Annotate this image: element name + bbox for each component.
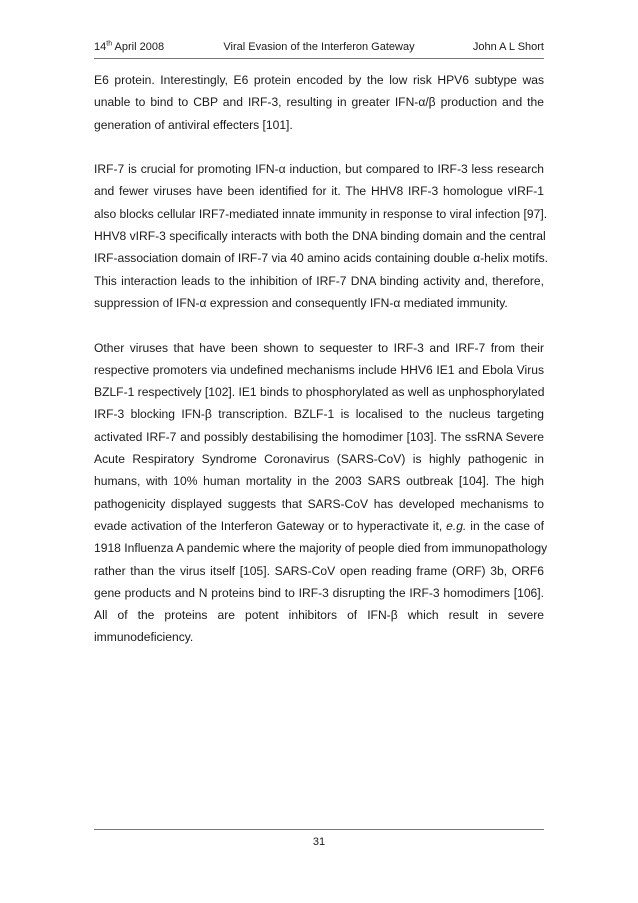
text-line: respective promoters via undefined mechanisms include HHV6 IE1 and Ebola Virus (94, 362, 544, 377)
header-author: John A L Short (472, 41, 544, 53)
text-line: All of the proteins are potent inhibitors of IFN-β which result in severe (94, 608, 544, 623)
text-line: also blocks cellular IRF7-mediated innate immunity in response to viral infection [97]. (94, 206, 548, 221)
header-date: 14th April 2008 (94, 40, 165, 53)
text-line: E6 protein. Interestingly, E6 protein encoded by the low risk HPV6 subtype was (94, 73, 544, 87)
text-line: gene products and N proteins bind to IRF-3 disrupting the IRF-3 homodimers [106]. (94, 585, 544, 600)
text-line: suppression of IFN-α expression and consequently IFN-α mediated immunity. (94, 295, 508, 310)
paragraph-1 (94, 69, 544, 136)
text-line: IRF-association domain of IRF-7 via 40 amino acids containing double α-helix motifs. (94, 251, 548, 266)
text-line: 1918 Influenza A pandemic where the majority of people died from immunopathology (94, 541, 548, 556)
text-line: Acute Respiratory Syndrome Coronavirus (SARS-CoV) is highly pathogenic in (94, 452, 544, 467)
header-title: Viral Evasion of the Interferon Gateway (223, 41, 415, 53)
text-line-with-italic: evade activation of the Interferon Gateway or to hyperactivate it, e.g. in the case of (94, 518, 544, 533)
text-line: immunodeficiency. (94, 630, 194, 645)
paragraph-3 (94, 337, 548, 649)
text-line: IRF-3 blocking IFN-β transcription. BZLF-1 is localised to the nucleus targeting (94, 407, 544, 422)
page-footer (94, 829, 544, 848)
text-line: Other viruses that have been shown to sequester to IRF-3 and IRF-7 from their (94, 340, 544, 355)
date-ordinal-suffix: th (106, 40, 113, 48)
text-line: humans, with 10% human mortality in the 2003 SARS outbreak [104]. The high (94, 474, 544, 489)
page-number: 31 (312, 836, 326, 848)
paragraph-2 (94, 158, 548, 314)
text-line: IRF-7 is crucial for promoting IFN-α induction, but compared to IRF-3 less research (94, 162, 544, 177)
text-line: rather than the virus itself [105]. SARS-CoV open reading frame (ORF) 3b, ORF6 (94, 563, 544, 578)
text-line: BZLF-1 respectively [102]. IE1 binds to phosphorylated as well as unphosphorylated (94, 385, 545, 400)
italic-eg: e.g. (446, 518, 467, 533)
text-line: generation of antiviral effecters [101]. (94, 117, 293, 132)
text-line: activated IRF-7 and possibly destabilising the homodimer [103]. The ssRNA Severe (94, 429, 544, 444)
text-line: and fewer viruses have been identified for it. The HHV8 IRF-3 homologue vIRF-1 (94, 184, 544, 199)
text-line: pathogenicity displayed suggests that SARS-CoV has developed mechanisms to (94, 496, 544, 511)
text-line: unable to bind to CBP and IRF-3, resulting in greater IFN-α/β production and the (94, 95, 544, 110)
text-line: HHV8 vIRF-3 specifically interacts with both the DNA binding domain and the central (94, 229, 546, 244)
document-body (94, 69, 548, 671)
text-line: This interaction leads to the inhibition of IRF-7 DNA binding activity and, therefore, (94, 273, 544, 288)
page-header (94, 38, 544, 59)
